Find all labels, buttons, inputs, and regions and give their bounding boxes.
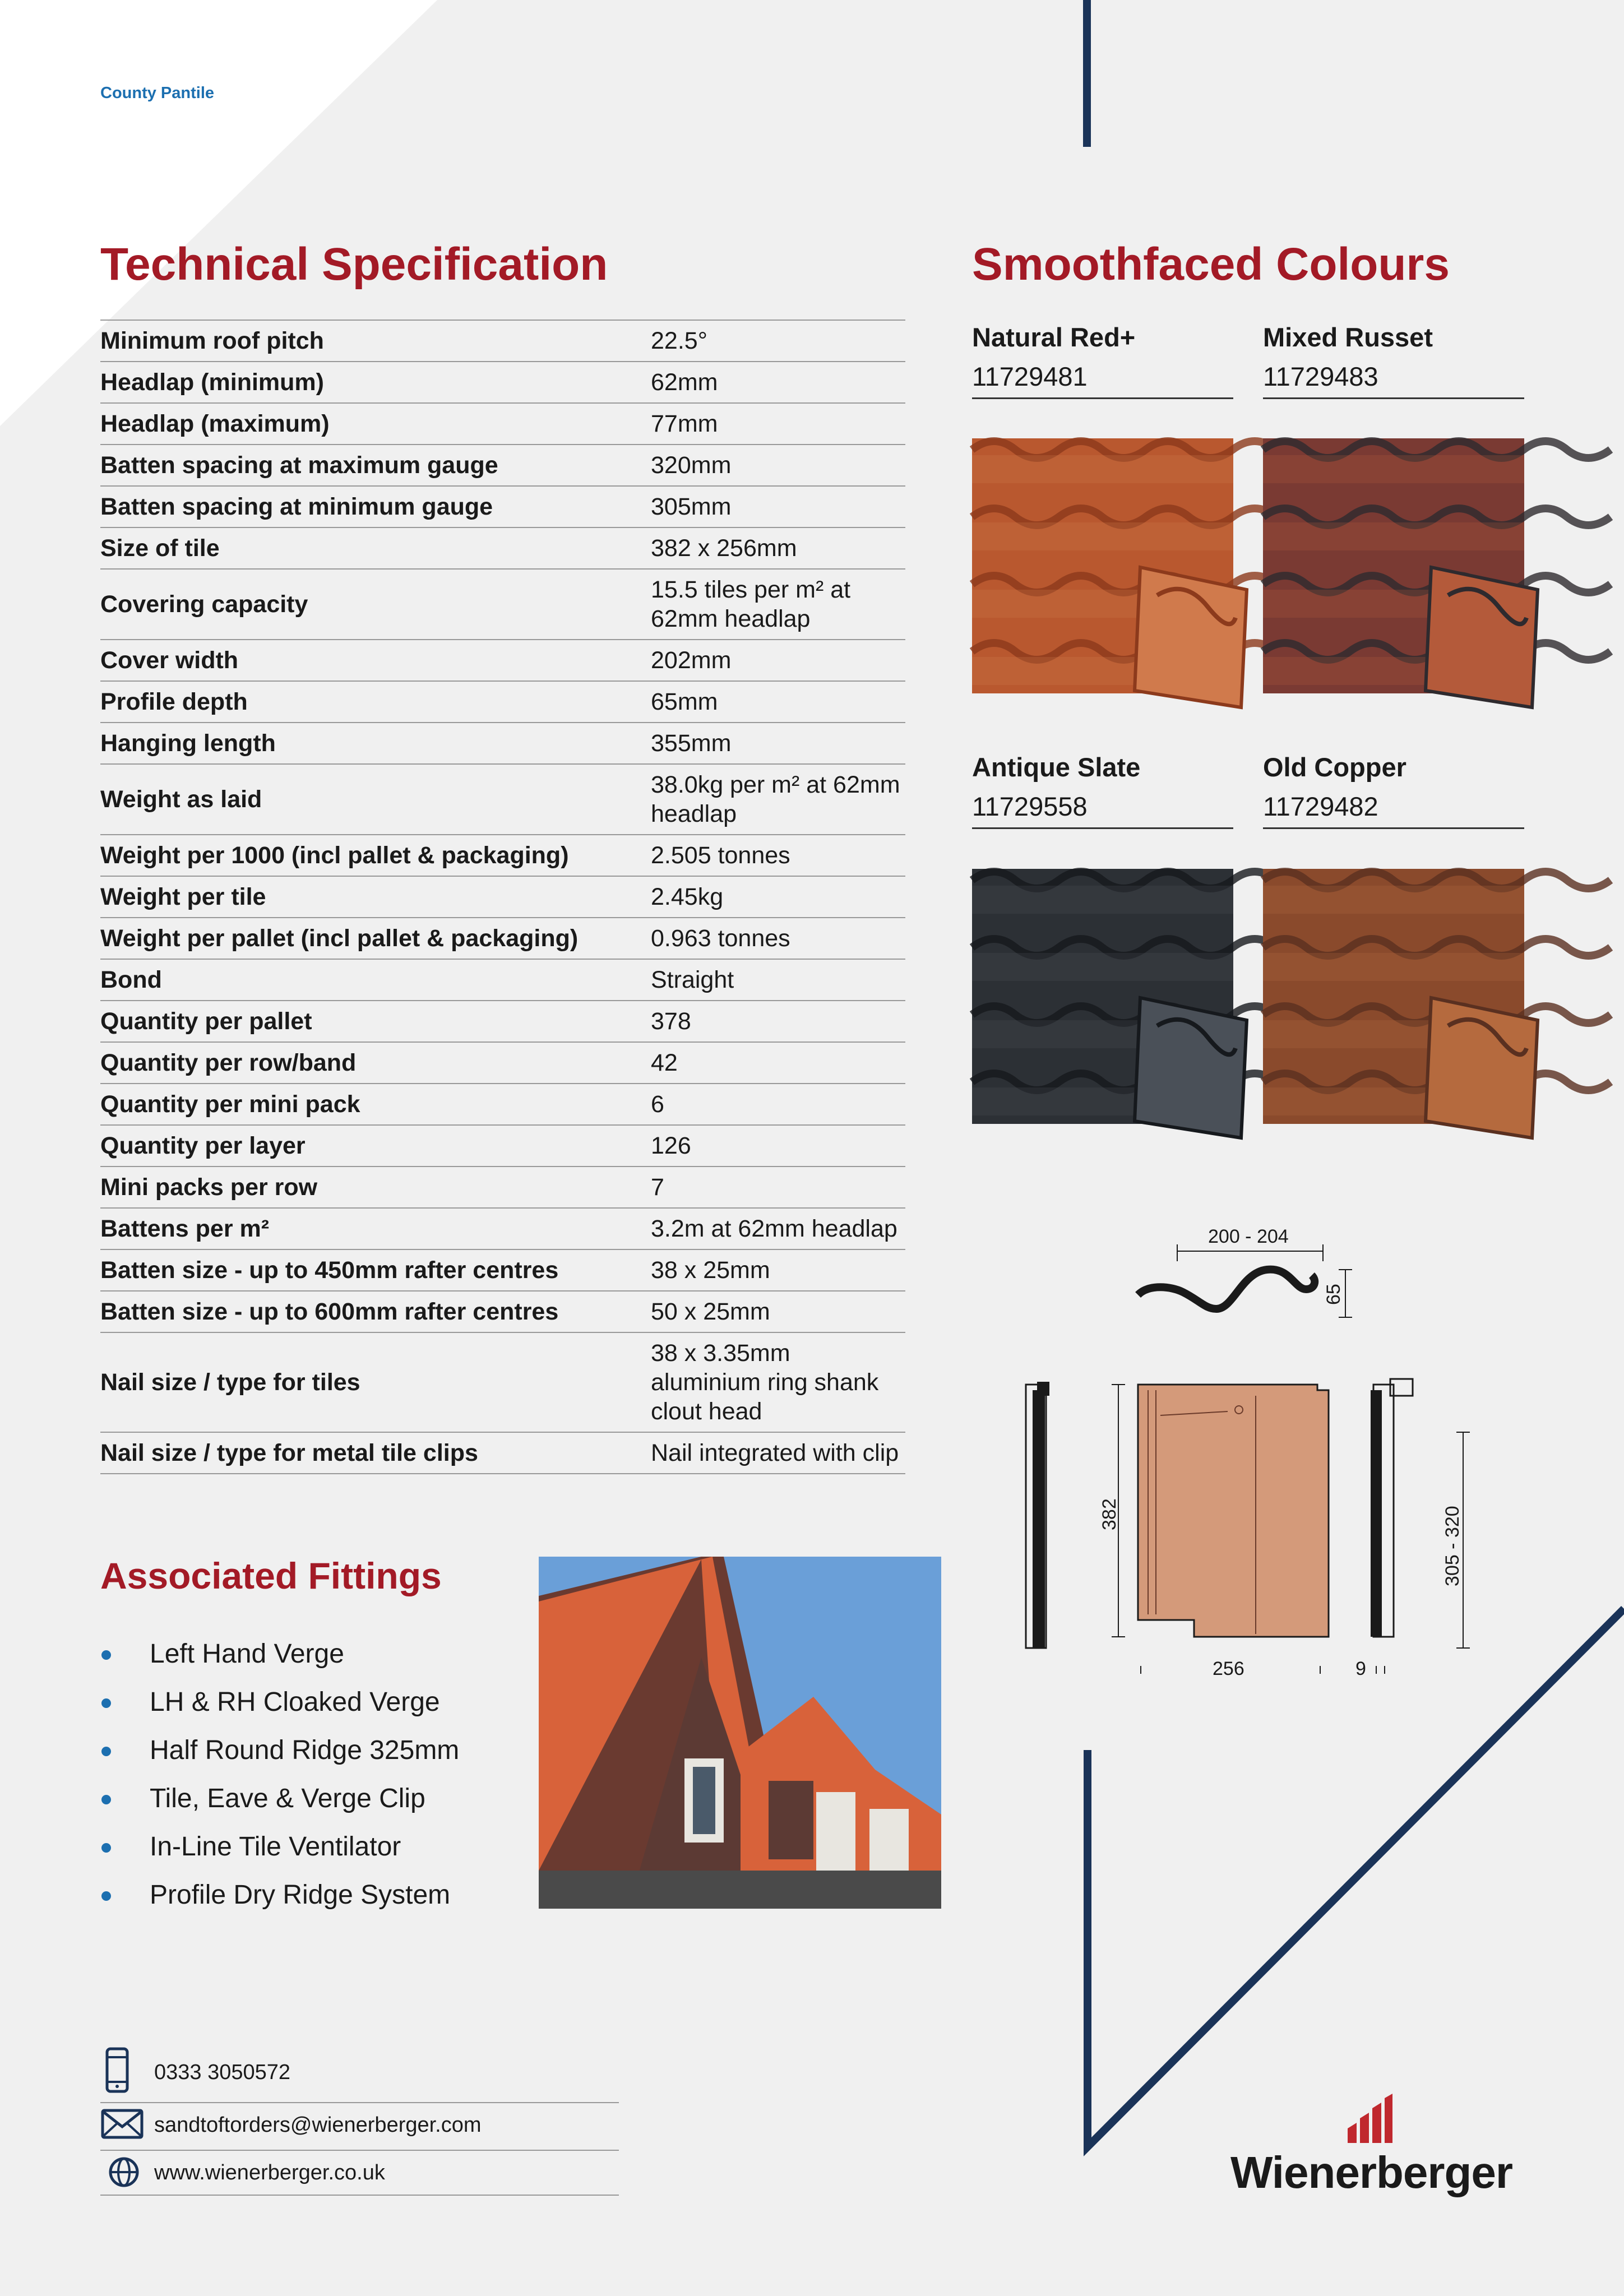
width-label: 256 [1213,1658,1244,1679]
spec-value: 6 [651,1084,905,1125]
spec-label: Weight per 1000 (incl pallet & packaging) [100,835,651,876]
fitting-item [100,1630,459,1678]
bullet-icon [101,1891,111,1901]
swatch-name: Mixed Russet [1263,322,1433,352]
fitting-item [100,1823,459,1871]
spec-value: 2.505 tonnes [651,835,905,876]
spec-value: 38 x 3.35mm aluminium ring shank clout head [651,1332,905,1432]
spec-row [100,403,905,445]
swatch-label-antique-slate [972,748,1233,829]
website-link[interactable]: www.wienerberger.co.uk [154,2161,385,2184]
fitting-item [100,1871,459,1919]
bullet-icon [101,1650,111,1660]
spec-row [100,959,905,1001]
spec-row [100,362,905,403]
spec-value: Nail integrated with clip [651,1432,905,1474]
contact-web [100,2155,619,2196]
swatch-label-natural-red [972,318,1233,399]
spec-row [100,486,905,527]
spec-value: 202mm [651,640,905,681]
spec-label: Weight per pallet (incl pallet & packaging) [100,918,651,959]
colours-title: Smoothfaced Colours [972,239,1450,290]
width-dimension [1141,1658,1320,1679]
spec-value: 42 [651,1042,905,1084]
phone-number[interactable]: 0333 3050572 [154,2061,291,2084]
spec-row [100,445,905,486]
fitting-item [100,1726,459,1775]
spec-row [100,764,905,835]
tile-face-drawing [1138,1385,1329,1637]
tile-side-section-right [1371,1379,1413,1637]
spec-value: 38 x 25mm [651,1249,905,1291]
spec-label: Mini packs per row [100,1166,651,1208]
tile-profile-shape [1138,1270,1315,1309]
fittings-title: Associated Fittings [100,1555,442,1596]
spec-value: 15.5 tiles per m² at 62mm headlap [651,569,905,640]
spec-row [100,1249,905,1291]
spec-value: 0.963 tonnes [651,918,905,959]
spec-label: Battens per m² [100,1208,651,1249]
spec-row [100,681,905,723]
spec-value: 355mm [651,723,905,764]
spec-row [100,1208,905,1249]
spec-row [100,1001,905,1042]
spec-value: 7 [651,1166,905,1208]
gauge-dimension [1442,1432,1470,1648]
length-dimension [1099,1385,1125,1637]
spec-label: Quantity per mini pack [100,1084,651,1125]
spec-row [100,876,905,918]
spec-row [100,1432,905,1474]
nib-dimension [1355,1658,1385,1679]
swatch-label-old-copper [1263,748,1524,829]
spec-value: 2.45kg [651,876,905,918]
spec-label: Weight as laid [100,764,651,835]
fitting-item [100,1678,459,1726]
tile-swatch-antique-slate [972,869,1233,1124]
contact-phone [100,2046,619,2103]
house-photo [539,1557,941,1909]
tile-swatch-mixed-russet [1263,438,1524,693]
swatch-code: 11729481 [972,357,1233,399]
spec-label: Nail size / type for metal tile clips [100,1432,651,1474]
swatch-code: 11729558 [972,787,1233,829]
spec-label: Nail size / type for tiles [100,1332,651,1432]
mail-icon [100,2108,145,2141]
bullet-icon [101,1698,111,1708]
spec-label: Bond [100,959,651,1001]
spec-label: Batten size - up to 450mm rafter centres [100,1249,651,1291]
spec-row [100,640,905,681]
email-link[interactable]: sandtoftorders@wienerberger.com [154,2113,482,2137]
fitting-label: Profile Dry Ridge System [150,1880,451,1910]
tile-swatch-old-copper [1263,869,1524,1124]
spec-row [100,320,905,362]
swatch-name: Natural Red+ [972,322,1136,352]
spec-value: Straight [651,959,905,1001]
fitting-label: LH & RH Cloaked Verge [150,1687,440,1717]
spec-row [100,918,905,959]
spec-label: Quantity per layer [100,1125,651,1166]
fitting-label: Left Hand Verge [150,1639,344,1669]
spec-row [100,835,905,876]
spec-value: 77mm [651,403,905,445]
spec-label: Weight per tile [100,876,651,918]
spec-row [100,569,905,640]
spec-label: Minimum roof pitch [100,320,651,362]
spec-row [100,1166,905,1208]
swatch-label-mixed-russet [1263,318,1524,399]
spec-value: 50 x 25mm [651,1291,905,1332]
spec-value: 320mm [651,445,905,486]
product-tag: County Pantile [100,84,215,102]
spec-label: Covering capacity [100,569,651,640]
phone-icon [100,2046,134,2096]
decorative-top-line [1083,0,1091,147]
length-label: 382 [1099,1498,1120,1530]
spec-row [100,1042,905,1084]
tile-swatch-natural-red [972,438,1233,693]
spec-label: Headlap (maximum) [100,403,651,445]
spec-row [100,723,905,764]
spec-table [100,320,905,1474]
globe-icon [100,2155,140,2189]
wienerberger-logo: Wienerberger [1230,2147,1512,2197]
profile-depth-label: 65 [1323,1284,1344,1305]
swatch-name: Old Copper [1263,752,1406,782]
spec-value: 38.0kg per m² at 62mm headlap [651,764,905,835]
spec-row [100,1125,905,1166]
spec-value: 22.5° [651,320,905,362]
swatch-code: 11729483 [1263,357,1524,399]
spec-label: Size of tile [100,527,651,569]
contact-email [100,2108,619,2151]
spec-value: 3.2m at 62mm headlap [651,1208,905,1249]
bullet-icon [101,1747,111,1756]
gauge-label: 305 - 320 [1442,1506,1463,1586]
bullet-icon [101,1843,111,1853]
spec-label: Batten size - up to 600mm rafter centres [100,1291,651,1332]
spec-label: Quantity per row/band [100,1042,651,1084]
profile-depth-dimension [1323,1270,1352,1317]
wienerberger-logo-icon [1345,2094,1396,2144]
spec-label: Cover width [100,640,651,681]
spec-label: Profile depth [100,681,651,723]
spec-label: Headlap (minimum) [100,362,651,403]
spec-row [100,1291,905,1332]
spec-row [100,527,905,569]
spec-label: Quantity per pallet [100,1001,651,1042]
fitting-label: Half Round Ridge 325mm [150,1735,460,1765]
spec-value: 62mm [651,362,905,403]
nib-label: 9 [1355,1658,1366,1679]
spec-value: 65mm [651,681,905,723]
spec-value: 378 [651,1001,905,1042]
profile-width-dimension [1177,1226,1323,1261]
spec-value: 126 [651,1125,905,1166]
spec-label: Batten spacing at maximum gauge [100,445,651,486]
spec-value: 382 x 256mm [651,527,905,569]
swatch-name: Antique Slate [972,752,1141,782]
spec-value: 305mm [651,486,905,527]
profile-width-label: 200 - 204 [1208,1226,1289,1247]
spec-label: Batten spacing at minimum gauge [100,486,651,527]
spec-title: Technical Specification [100,239,608,290]
tile-side-section-left [1026,1382,1049,1648]
fitting-label: In-Line Tile Ventilator [150,1832,401,1862]
fitting-item [100,1775,459,1823]
spec-label: Hanging length [100,723,651,764]
tile-technical-drawing [1003,1211,1486,1687]
swatch-code: 11729482 [1263,787,1524,829]
spec-row [100,1084,905,1125]
fittings-list [100,1630,459,1919]
bullet-icon [101,1795,111,1804]
spec-row [100,1332,905,1432]
fitting-label: Tile, Eave & Verge Clip [150,1784,425,1813]
